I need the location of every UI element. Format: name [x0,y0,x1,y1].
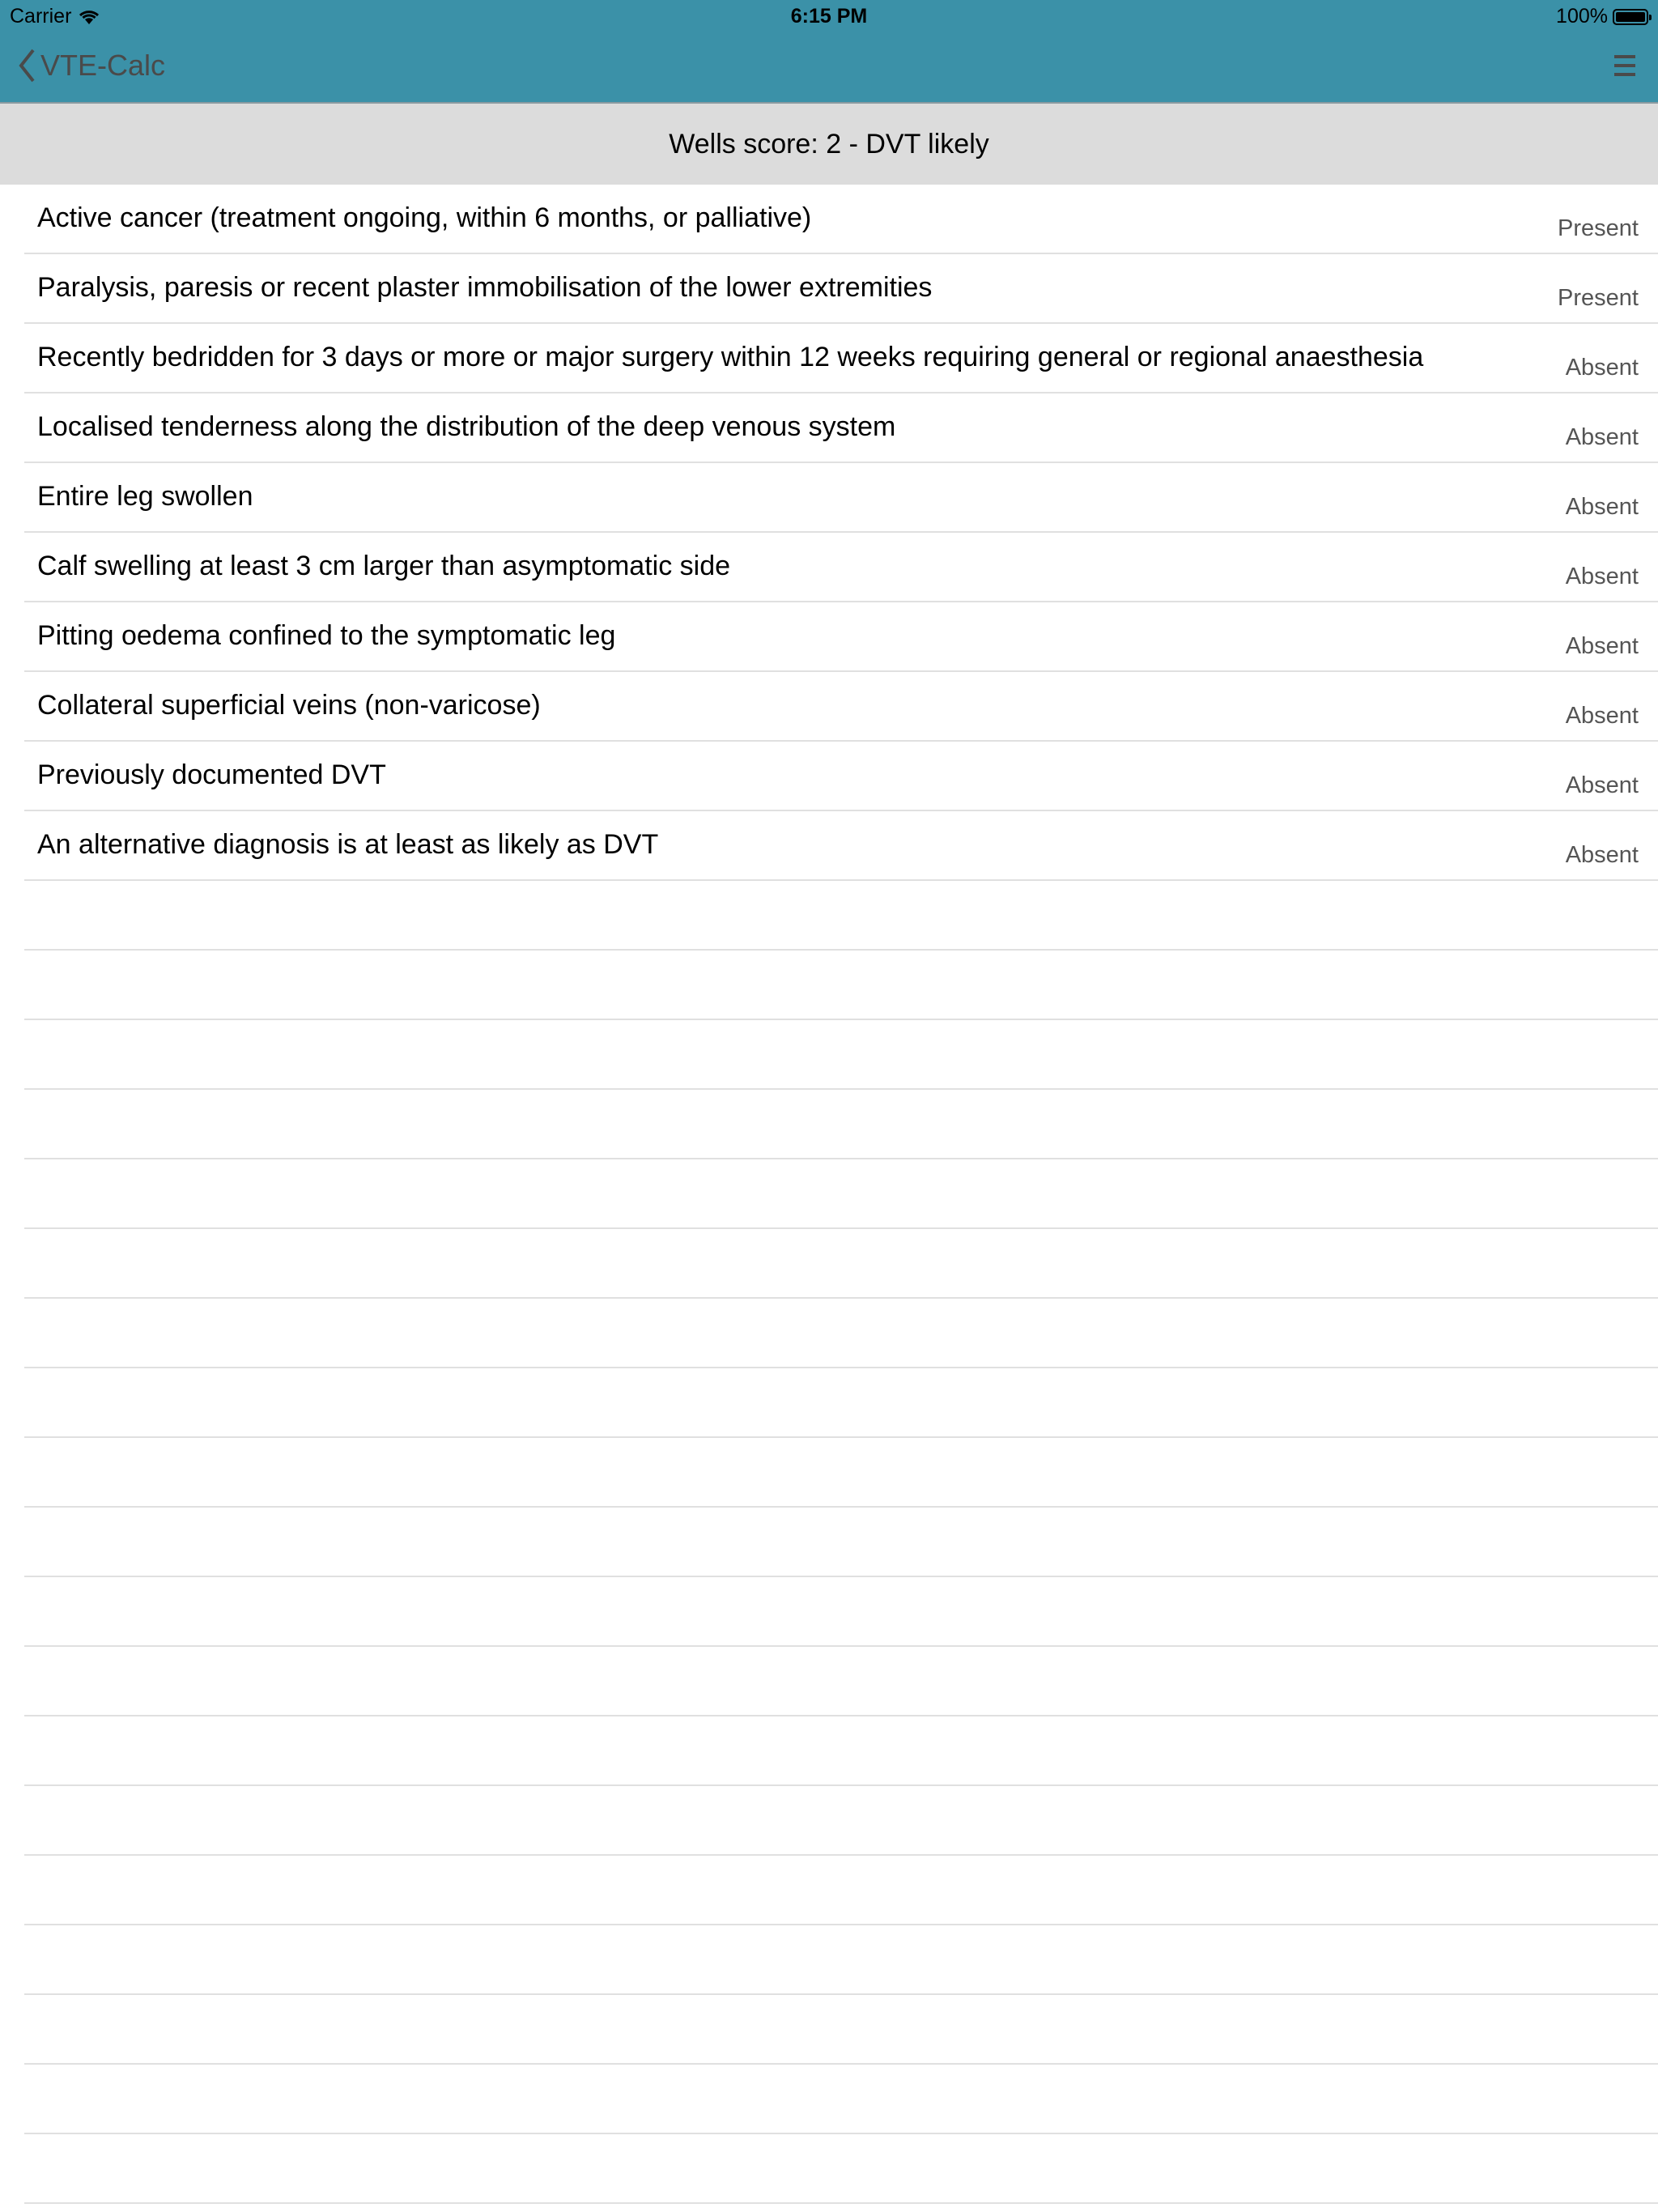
battery-icon [1613,9,1648,25]
status-bar [0,0,1658,32]
header [0,0,1658,104]
wells-score-text: Wells score: 2 - DVT likely [669,128,989,160]
criterion-row[interactable] [24,185,1658,254]
empty-row [24,1786,1658,1856]
criterion-label: Active cancer (treatment ongoing, within 6 months, or palliative) [37,202,812,233]
empty-row [24,1995,1658,2065]
empty-row [24,951,1658,1020]
back-button[interactable] [18,49,165,83]
empty-row [24,1368,1658,1438]
back-label: VTE-Calc [40,49,166,82]
menu-icon [1614,55,1635,58]
nav-bar [0,32,1658,102]
criterion-value: Absent [1565,494,1639,520]
wells-score-banner [0,104,1658,185]
criterion-value: Absent [1565,564,1639,589]
clock: 6:15 PM [790,5,868,28]
empty-row [24,1090,1658,1159]
criterion-row[interactable] [24,811,1658,881]
chevron-left-icon [18,49,36,83]
criterion-label: An alternative diagnosis is at least as likely as DVT [37,829,659,860]
criterion-row[interactable] [24,254,1658,324]
criterion-value: Absent [1565,355,1639,381]
empty-row [24,1299,1658,1368]
empty-row [24,881,1658,951]
criterion-row[interactable] [24,602,1658,672]
empty-row [24,2065,1658,2134]
criterion-label: Previously documented DVT [37,759,386,790]
criterion-label: Entire leg swollen [37,481,253,512]
criterion-label: Pitting oedema confined to the symptomatic leg [37,620,616,651]
battery-percent: 100% [1556,5,1608,28]
empty-row [24,1438,1658,1508]
battery-status [1556,5,1648,28]
criterion-value: Absent [1565,703,1639,729]
criterion-value: Present [1558,285,1639,311]
criterion-row[interactable] [24,742,1658,811]
criteria-list [24,185,1658,2204]
empty-row [24,1159,1658,1229]
criterion-value: Absent [1565,424,1639,450]
criterion-label: Localised tenderness along the distribution of the deep venous system [37,411,896,442]
criterion-row[interactable] [24,533,1658,602]
empty-row [24,2134,1658,2204]
empty-row [24,1856,1658,1925]
criterion-label: Calf swelling at least 3 cm larger than asymptomatic side [37,551,731,581]
criterion-label: Collateral superficial veins (non-varicose) [37,690,541,721]
empty-row [24,1020,1658,1090]
empty-row [24,1716,1658,1786]
criterion-label: Recently bedridden for 3 days or more or major surgery within 12 weeks requiring general or regional anaesthesia [37,342,1424,372]
empty-row [24,1925,1658,1995]
criterion-value: Absent [1565,772,1639,798]
criterion-value: Present [1558,215,1639,241]
criterion-row[interactable] [24,393,1658,463]
empty-row [24,1229,1658,1299]
carrier-label: Carrier [10,5,72,28]
criterion-row[interactable] [24,324,1658,393]
criterion-value: Absent [1565,842,1639,868]
menu-button[interactable] [1614,55,1635,82]
empty-row [24,1508,1658,1577]
criterion-value: Absent [1565,633,1639,659]
criterion-row[interactable] [24,463,1658,533]
empty-row [24,1577,1658,1647]
empty-row [24,1647,1658,1716]
criterion-row[interactable] [24,672,1658,742]
criterion-label: Paralysis, paresis or recent plaster immobilisation of the lower extremities [37,272,933,303]
